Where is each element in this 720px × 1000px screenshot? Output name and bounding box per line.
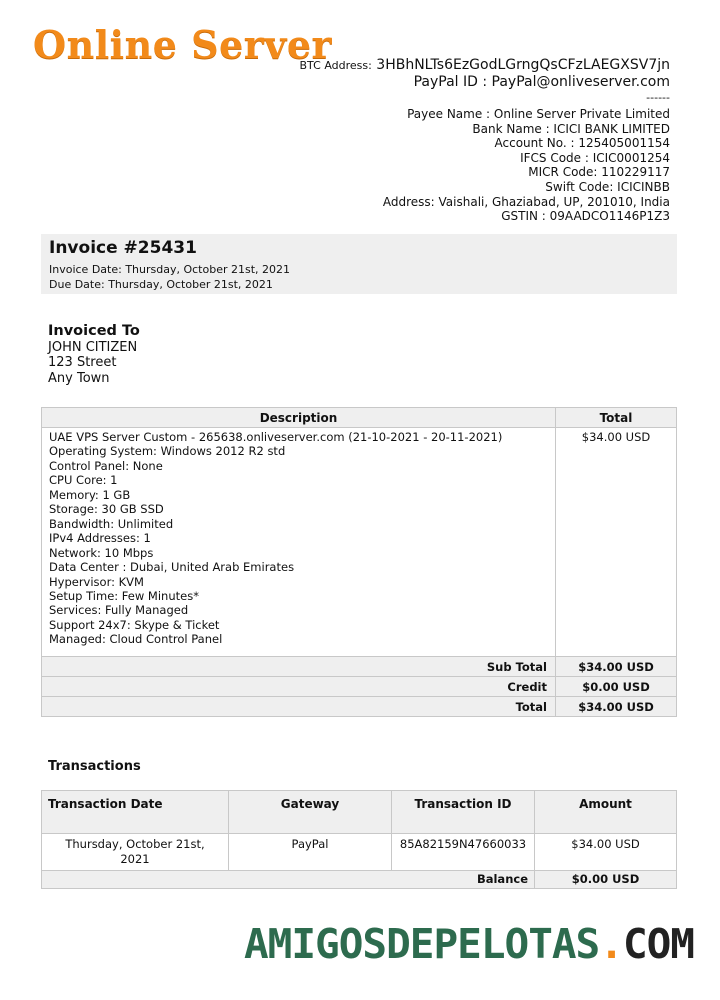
invoice-header [41, 234, 677, 294]
description-header: Description [42, 408, 556, 428]
customer-town: Any Town [48, 370, 110, 386]
description-line: IPv4 Addresses: 1 [49, 531, 151, 546]
btc-value: 3HBhNLTs6EzGodLGrngQsCFzLAEGXSV7jn [376, 57, 670, 73]
invoice-date: Invoice Date: Thursday, October 21st, 2021 [49, 263, 291, 276]
credit-value: $0.00 USD [556, 677, 677, 697]
transaction-date-line2: 2021 [120, 852, 150, 866]
gstin: GSTIN : 09AADCO1146P1Z3 [501, 209, 670, 224]
total-header: Total [556, 408, 677, 428]
balance-value: $0.00 USD [535, 871, 677, 889]
transaction-date-line1: Thursday, October 21st, [65, 837, 205, 851]
total-value: $34.00 USD [556, 697, 677, 717]
balance-label: Balance [42, 871, 535, 889]
description-line: Control Panel: None [49, 458, 163, 473]
company-address: Address: Vaishali, Ghaziabad, UP, 201010, India [382, 194, 670, 209]
watermark-main: AMIGOSDEPELOTAS [243, 920, 600, 968]
bank-name: Bank Name : ICICI BANK LIMITED [472, 121, 670, 136]
swift-code: Swift Code: ICICINBB [545, 179, 670, 194]
payment-details [300, 57, 670, 224]
subtotal-value: $34.00 USD [556, 657, 677, 677]
subtotal-row [42, 657, 677, 677]
invoice-title: Invoice #25431 [49, 238, 197, 258]
description-line: Services: Fully Managed [49, 603, 189, 618]
transaction-date [42, 834, 229, 871]
transactions-heading: Transactions [48, 759, 141, 774]
description-line: Hypervisor: KVM [49, 574, 144, 589]
transaction-amount: $34.00 USD [535, 834, 677, 871]
item-amount: $34.00 USD [556, 428, 677, 657]
table-row [42, 834, 677, 871]
amount-header: Amount [535, 791, 677, 834]
customer-street: 123 Street [48, 355, 117, 370]
company-logo: Online Server [33, 22, 333, 67]
description-line: Setup Time: Few Minutes* [49, 588, 199, 603]
due-date: Due Date: Thursday, October 21st, 2021 [49, 278, 273, 291]
transactions-table [41, 790, 677, 889]
credit-label: Credit [42, 677, 556, 697]
invoiced-to-heading: Invoiced To [48, 323, 140, 339]
description-line: Data Center : Dubai, United Arab Emirates [49, 560, 295, 575]
transaction-gateway: PayPal [229, 834, 392, 871]
subtotal-label: Sub Total [42, 657, 556, 677]
micr-code: MICR Code: 110229117 [528, 165, 670, 180]
credit-row [42, 677, 677, 697]
btc-label: BTC Address: [299, 59, 372, 72]
transaction-date-header: Transaction Date [42, 791, 229, 834]
total-row [42, 697, 677, 717]
payee-name: Payee Name : Online Server Private Limited [407, 107, 670, 121]
btc-address [300, 57, 670, 74]
gateway-header: Gateway [229, 791, 392, 834]
ifcs-code: IFCS Code : ICIC0001254 [520, 150, 670, 165]
watermark-dot: . [599, 920, 623, 968]
transaction-id-header: Transaction ID [392, 791, 535, 834]
table-row [42, 428, 677, 657]
description-line: Support 24x7: Skype & Ticket [49, 617, 220, 632]
invoiced-to [48, 324, 140, 386]
transaction-id: 85A82159N47660033 [392, 834, 535, 871]
watermark-tld: COM [622, 920, 694, 968]
description-line: Network: 10 Mbps [49, 545, 154, 560]
total-label: Total [42, 697, 556, 717]
item-description [42, 428, 556, 657]
description-line: Managed: Cloud Control Panel [49, 632, 223, 647]
description-line: Storage: 30 GB SSD [49, 502, 164, 517]
description-line: UAE VPS Server Custom - 265638.onliveserver.com (21-10-2021 - 20-11-2021) [49, 430, 503, 444]
watermark-brand [244, 920, 694, 968]
customer-name: JOHN CITIZEN [48, 339, 138, 355]
balance-row [42, 871, 677, 889]
description-line: Operating System: Windows 2012 R2 std [49, 444, 286, 459]
items-table [41, 407, 677, 717]
description-line: Bandwidth: Unlimited [49, 516, 174, 531]
separator-dashes: ------ [646, 91, 670, 104]
account-number: Account No. : 125405001154 [494, 136, 670, 151]
description-line: CPU Core: 1 [49, 473, 118, 488]
description-line: Memory: 1 GB [49, 487, 131, 502]
paypal-id: PayPal ID : PayPal@onliveserver.com [413, 74, 670, 90]
